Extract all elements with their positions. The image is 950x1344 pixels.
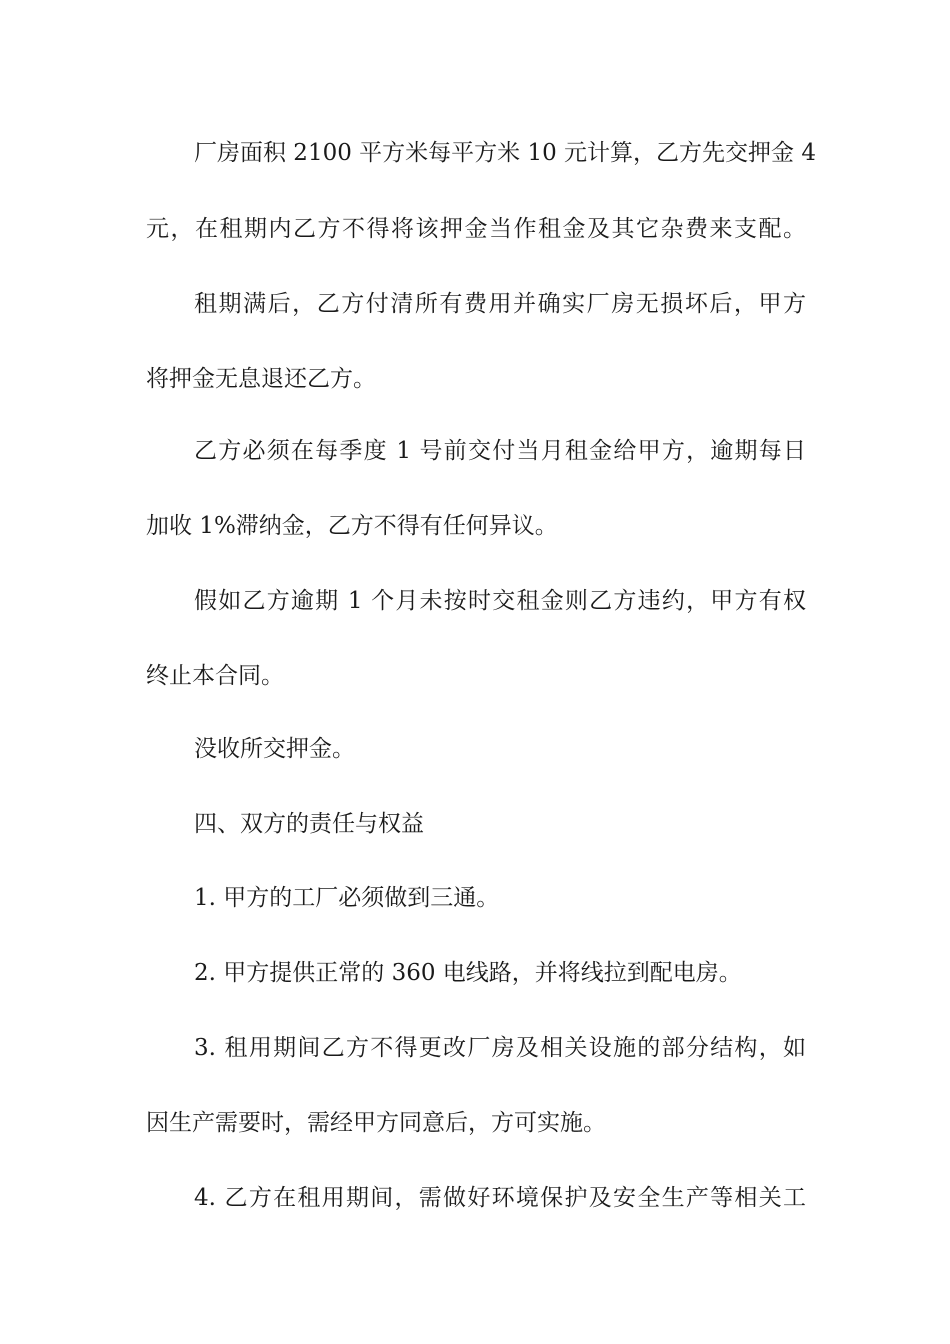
list-item: 3. 租用期间乙方不得更改厂房及相关设施的部分结构，如 xyxy=(194,1035,806,1061)
list-item: 2. 甲方提供正常的 360 电线路，并将线拉到配电房。 xyxy=(194,960,742,986)
paragraph-line: 厂房面积 2100 平方米每平方米 10 元计算，乙方先交押金 4 xyxy=(194,140,816,166)
paragraph-line: 假如乙方逾期 1 个月未按时交租金则乙方违约，甲方有权 xyxy=(194,588,806,614)
list-item: 1. 甲方的工厂必须做到三通。 xyxy=(194,885,500,911)
list-item: 4. 乙方在租用期间，需做好环境保护及安全生产等相关工 xyxy=(194,1185,806,1211)
paragraph-line: 因生产需要时，需经甲方同意后，方可实施。 xyxy=(146,1110,606,1136)
section-heading: 四、双方的责任与权益 xyxy=(194,811,424,837)
paragraph-line: 元，在租期内乙方不得将该押金当作租金及其它杂费来支配。 xyxy=(146,216,806,242)
paragraph-line: 终止本合同。 xyxy=(146,663,284,689)
paragraph-line: 没收所交押金。 xyxy=(194,736,355,762)
paragraph-line: 乙方必须在每季度 1 号前交付当月租金给甲方，逾期每日 xyxy=(194,438,806,464)
paragraph-line: 将押金无息退还乙方。 xyxy=(146,366,376,392)
paragraph-line: 租期满后，乙方付清所有费用并确实厂房无损坏后，甲方 xyxy=(194,291,806,317)
paragraph-line: 加收 1%滞纳金，乙方不得有任何异议。 xyxy=(146,513,558,539)
